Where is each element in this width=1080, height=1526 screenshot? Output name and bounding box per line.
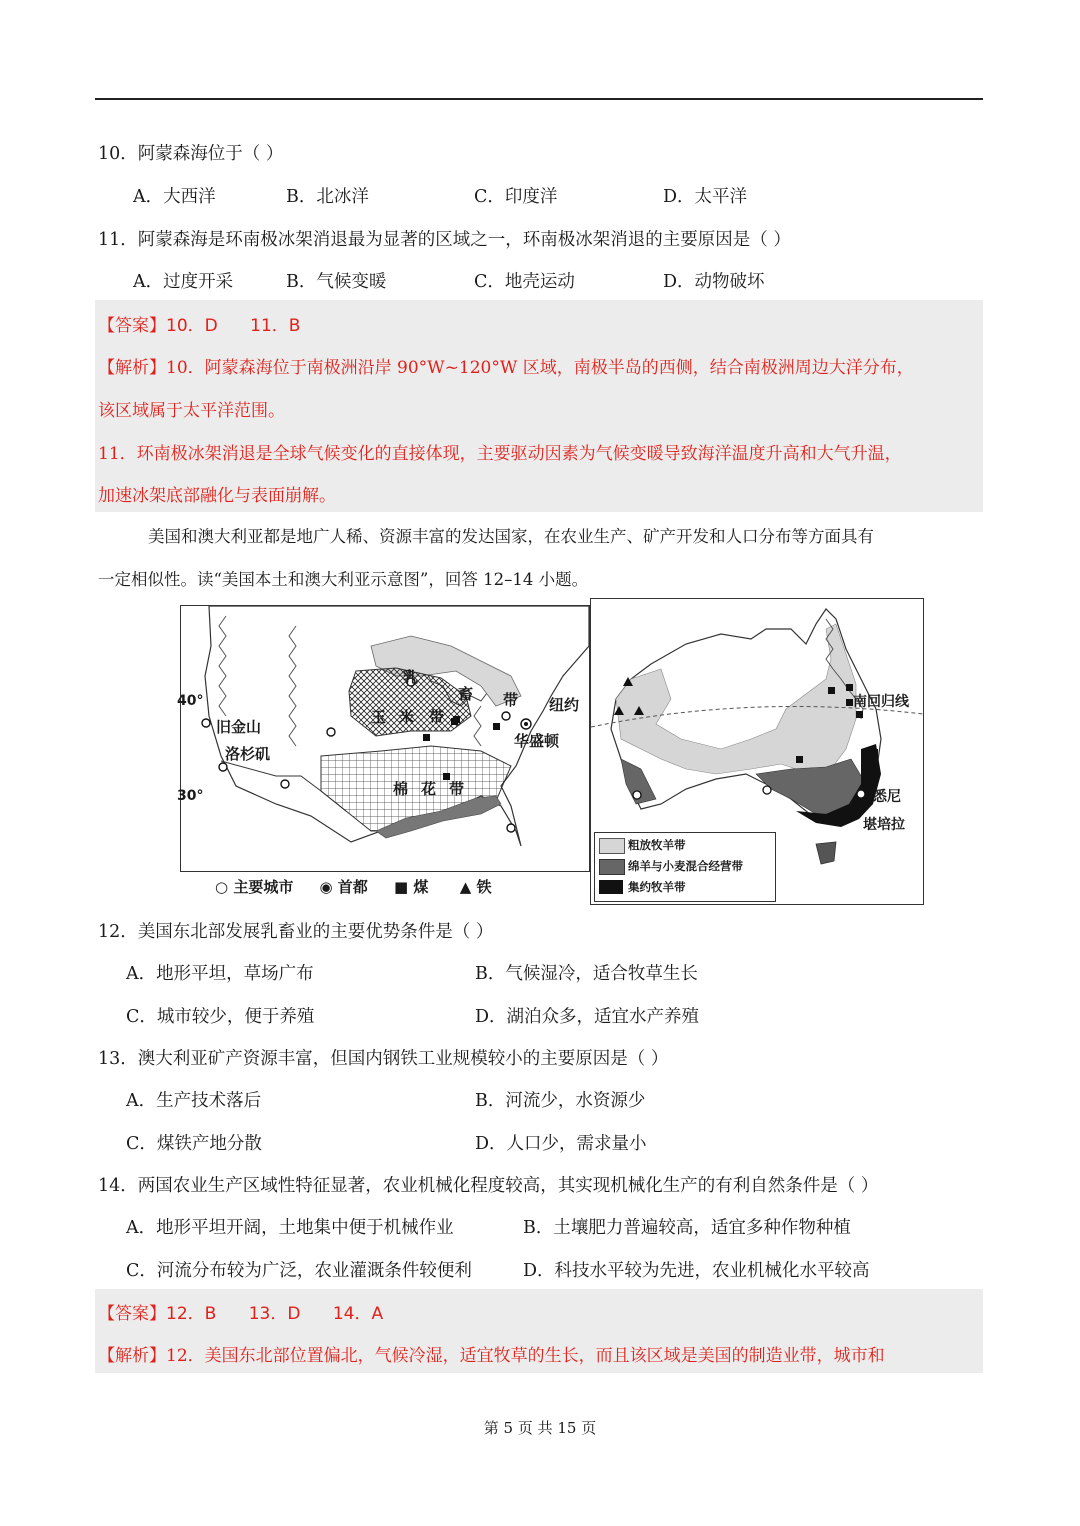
analysis-10-line1 [98, 353, 914, 378]
label-sydney: 悉尼 [873, 789, 901, 805]
q14-option-c[interactable]: C．河流分布较为广泛，农业灌溉条件较便利 [126, 1261, 472, 1281]
answer-values: 10．D 11．B [166, 316, 301, 336]
capital-dot [524, 722, 528, 726]
label-corn-1: 玉 [371, 708, 387, 726]
q13-option-b[interactable]: B．河流少，水资源少 [475, 1091, 646, 1111]
legend-city-icon: ○ [215, 878, 229, 896]
legend-iron-label: 铁 [476, 878, 492, 896]
q11-stem: 11．阿蒙森海是环南极冰架消退最为显著的区域之一，环南极冰架消退的主要原因是（ ） [98, 230, 791, 250]
analysis-11-line1: 11．环南极冰架消退是全球气候变化的直接体现，主要驱动因素为气候变暖导致海洋温度升高和大气升温， [98, 444, 902, 464]
analysis-12-text: 12．美国东北部位置偏北，气候冷湿，适宜牧草的生长，而且该区域是美国的制造业带，城市和 [166, 1346, 885, 1366]
label-dairy-3: 带 [503, 691, 519, 709]
q14-stem: 14．两国农业生产区域性特征显著，农业机械化程度较高，其实现机械化生产的有利自然条件是（ ） [98, 1176, 879, 1196]
analysis-label-2: 【解析】 [98, 1346, 166, 1366]
legend-mixed-label: 绵羊与小麦混合经营带 [628, 859, 743, 873]
label-tropic: 南回归线 [853, 694, 909, 710]
q13-option-d[interactable]: D．人口少，需求量小 [475, 1134, 647, 1154]
answer-label-2: 【答案】 [98, 1304, 166, 1324]
tasmania [816, 842, 836, 864]
label-corn-3: 带 [429, 708, 445, 726]
q13-option-c[interactable]: C．煤铁产地分散 [126, 1134, 262, 1154]
label-corn-2: 米 [399, 708, 415, 726]
q10-option-a[interactable]: A．大西洋 [133, 187, 216, 207]
q11-option-c[interactable]: C．地壳运动 [474, 272, 575, 292]
legend-capital-icon: ◉ [319, 878, 333, 896]
analysis-10-line2: 该区域属于太平洋范围。 [98, 401, 285, 421]
top-rule [95, 98, 983, 100]
legend-intensive-swatch [599, 880, 623, 894]
q11-option-d[interactable]: D．动物破坏 [663, 272, 765, 292]
answer-2 [98, 1299, 383, 1324]
label-cotton-1: 棉 [393, 780, 409, 798]
australia-map [590, 598, 924, 905]
australia-map-legend [594, 832, 776, 902]
legend-coal-icon: ■ [393, 878, 409, 896]
label-los-angeles: 洛杉矶 [225, 745, 271, 763]
lat-40-label: 40° [177, 693, 204, 709]
label-new-york: 纽约 [549, 696, 580, 714]
q14-option-d[interactable]: D．科技水平较为先进，农业机械化水平较高 [523, 1261, 870, 1281]
answer-1 [98, 311, 300, 336]
label-cotton-2: 花 [421, 780, 437, 798]
analysis-label: 【解析】 [98, 358, 166, 378]
label-canberra: 堪培拉 [863, 817, 905, 833]
q11-option-b[interactable]: B．气候变暖 [286, 272, 387, 292]
label-cotton-3: 带 [449, 780, 465, 798]
q14-option-a[interactable]: A．地形平坦开阔，土地集中便于机械作业 [126, 1218, 454, 1238]
us-map [177, 605, 590, 872]
page-footer: 第 5 页 共 15 页 [483, 1419, 597, 1437]
answer-values-2: 12．B 13．D 14．A [166, 1304, 384, 1324]
analysis-10-text: 10．阿蒙森海位于南极洲沿岸 90°W~120°W 区域，南极半岛的西侧，结合南极洲周边大洋分布， [166, 358, 914, 378]
q13-option-a[interactable]: A．生产技术落后 [126, 1091, 262, 1111]
legend-coal-label: 煤 [413, 878, 429, 896]
q12-stem: 12．美国东北部发展乳畜业的主要优势条件是（ ） [98, 922, 494, 942]
q10-option-d[interactable]: D．太平洋 [663, 187, 748, 207]
analysis-11-line2: 加速冰架底部融化与表面崩解。 [98, 486, 336, 506]
intro-line1: 美国和澳大利亚都是地广人稀、资源丰富的发达国家，在农业生产、矿产开发和人口分布等方面具有 [148, 527, 874, 546]
legend-mixed-swatch [599, 859, 625, 875]
label-san-francisco: 旧金山 [216, 718, 262, 736]
q14-option-b[interactable]: B．土壤肥力普遍较高，适宜多种作物种植 [523, 1218, 851, 1238]
q10-option-c[interactable]: C．印度洋 [474, 187, 558, 207]
legend-intensive-label: 集约牧羊带 [628, 880, 686, 894]
label-dairy-1: 乳 [403, 668, 419, 686]
legend-capital-label: 首都 [337, 878, 368, 896]
legend-city-label: 主要城市 [233, 878, 294, 896]
legend-extensive-label: 粗放牧羊带 [628, 838, 686, 852]
legend-iron-icon: ▲ [459, 878, 472, 896]
q10-stem: 10．阿蒙森海位于（ ） [98, 144, 284, 164]
answer-label: 【答案】 [98, 316, 166, 336]
analysis-12 [98, 1341, 885, 1366]
us-map-legend [215, 876, 492, 897]
legend-extensive-swatch [599, 838, 625, 854]
q11-option-a[interactable]: A．过度开采 [133, 272, 234, 292]
q10-option-b[interactable]: B．北冰洋 [286, 187, 369, 207]
q12-option-a[interactable]: A．地形平坦，草场广布 [126, 964, 314, 984]
label-washington: 华盛顿 [514, 732, 560, 750]
q13-stem: 13．澳大利亚矿产资源丰富，但国内钢铁工业规模较小的主要原因是（ ） [98, 1049, 669, 1069]
q12-option-d[interactable]: D．湖泊众多，适宜水产养殖 [475, 1007, 700, 1027]
label-dairy-2: 畜 [458, 685, 474, 703]
intro-line2: 一定相似性。读“美国本土和澳大利亚示意图”，回答 12–14 小题。 [98, 570, 589, 589]
q12-option-c[interactable]: C．城市较少，便于养殖 [126, 1007, 315, 1027]
lat-30-label: 30° [177, 788, 204, 804]
q12-option-b[interactable]: B．气候湿冷，适合牧草生长 [475, 964, 698, 984]
